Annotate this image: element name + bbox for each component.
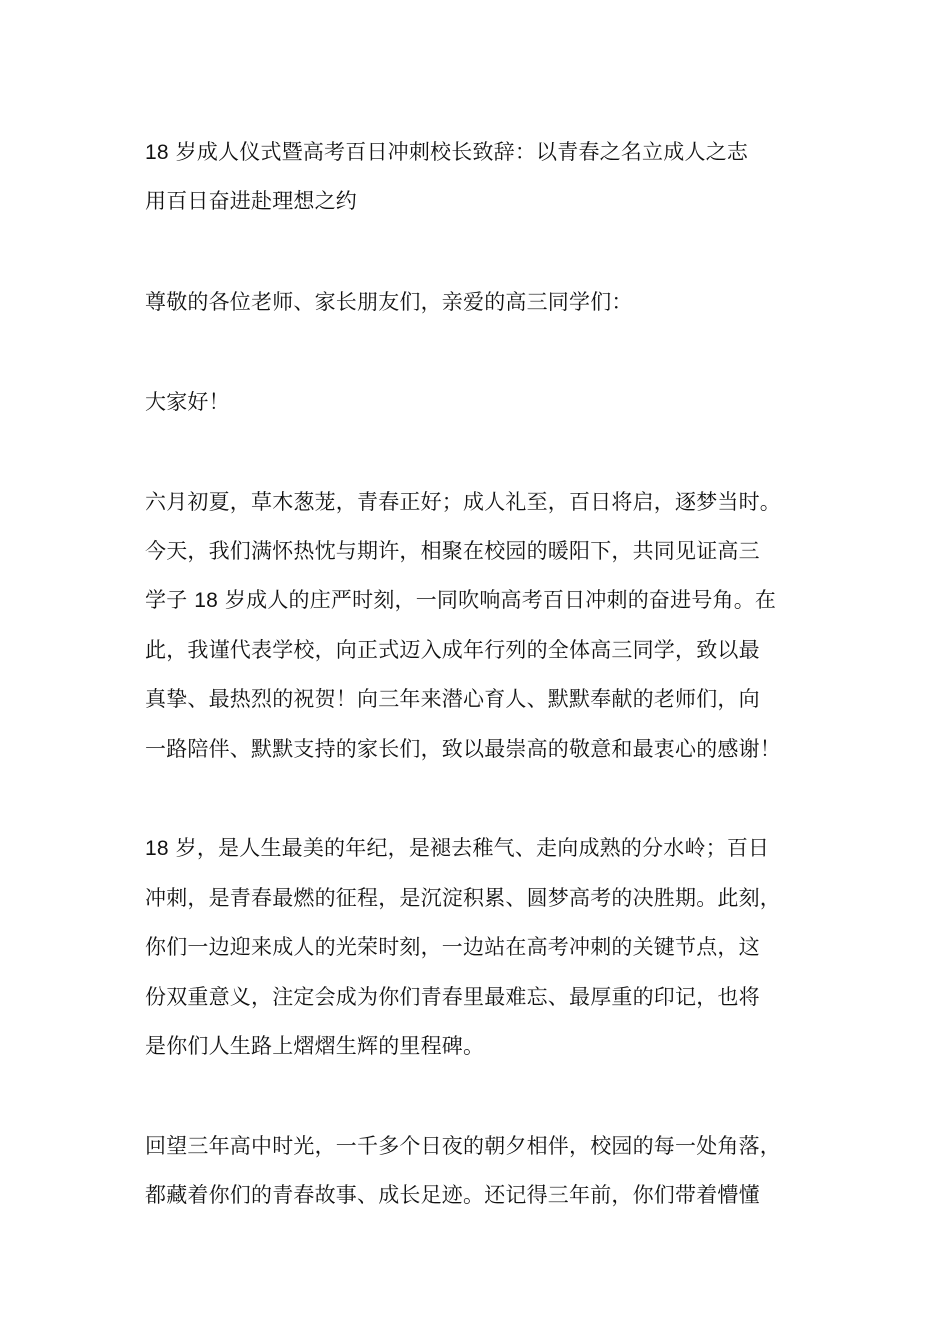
document-title-line-2: 用百日奋进赴理想之约 <box>145 189 357 213</box>
paragraph-1-line-4: 此，我谨代表学校，向正式迈入成年行列的全体高三同学，致以最 <box>145 638 760 662</box>
paragraph-1-line-1: 六月初夏，草木葱茏，青春正好；成人礼至，百日将启，逐梦当时。 <box>145 490 781 514</box>
p1-l3-text-a: 学子 <box>145 588 195 612</box>
paragraph-1-line-2: 今天，我们满怀热忱与期许，相聚在校园的暖阳下，共同见证高三 <box>145 539 760 563</box>
title-number: 18 <box>145 141 169 164</box>
paragraph-1-line-3 <box>145 585 776 616</box>
paragraph-2-line-4: 份双重意义，注定会成为你们青春里最难忘、最厚重的印记，也将 <box>145 985 760 1009</box>
paragraph-2-line-3: 你们一边迎来成人的光荣时刻，一边站在高考冲刺的关键节点，这 <box>145 935 760 959</box>
p2-l1-text: 岁，是人生最美的年纪，是褪去稚气、走向成熟的分水岭；百日 <box>168 836 770 860</box>
paragraph-1-line-6: 一路陪伴、默默支持的家长们，致以最崇高的敬意和最衷心的感谢！ <box>145 737 781 761</box>
paragraph-1-line-5: 真挚、最热烈的祝贺！向三年来潜心育人、默默奉献的老师们，向 <box>145 687 760 711</box>
p2-l1-number: 18 <box>145 837 169 860</box>
p1-l3-number: 18 <box>194 589 219 612</box>
greeting: 大家好！ <box>145 390 230 414</box>
paragraph-2-line-1 <box>145 833 769 864</box>
paragraph-2-line-2: 冲刺，是青春最燃的征程，是沉淀积累、圆梦高考的决胜期。此刻， <box>145 886 781 910</box>
paragraph-3-line-2: 都藏着你们的青春故事、成长足迹。还记得三年前，你们带着懵懂 <box>145 1183 760 1207</box>
document-title-line-1 <box>145 137 748 168</box>
salutation: 尊敬的各位老师、家长朋友们，亲爱的高三同学们： <box>145 290 633 314</box>
title-text: 岁成人仪式暨高考百日冲刺校长致辞：以青春之名立成人之志 <box>168 140 749 164</box>
paragraph-3-line-1: 回望三年高中时光，一千多个日夜的朝夕相伴，校园的每一处角落， <box>145 1134 781 1158</box>
p1-l3-text-b: 岁成人的庄严时刻，一同吹响高考百日冲刺的奋进号角。在 <box>218 588 777 612</box>
paragraph-2-line-5: 是你们人生路上熠熠生辉的里程碑。 <box>145 1034 485 1058</box>
